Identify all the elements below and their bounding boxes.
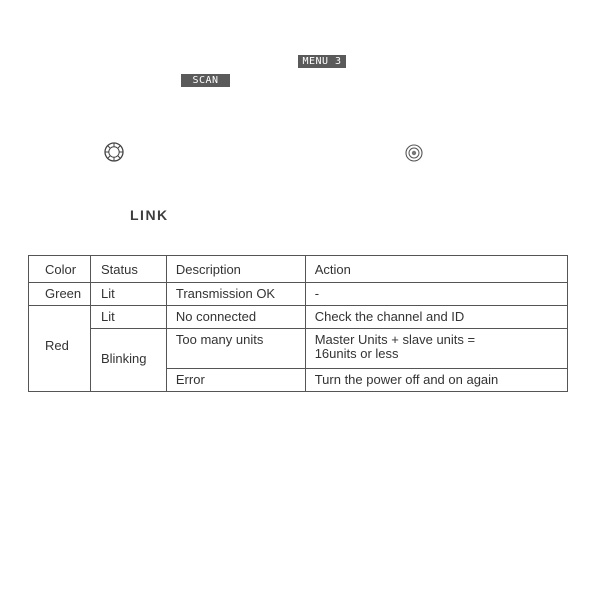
description-cell: Error	[166, 369, 305, 392]
description-cell: Too many units	[166, 329, 305, 369]
header-description: Description	[166, 256, 305, 283]
header-color: Color	[29, 256, 91, 283]
description-cell: Transmission OK	[166, 283, 305, 306]
link-label: LINK	[130, 207, 169, 223]
dial-icon	[104, 142, 124, 162]
table-header-row	[29, 256, 568, 283]
color-cell-green: Green	[29, 283, 91, 306]
knob-icon	[405, 144, 423, 162]
status-cell: Lit	[90, 306, 166, 329]
link-status-table	[28, 255, 568, 392]
header-status: Status	[90, 256, 166, 283]
action-line: 16units or less	[314, 346, 399, 361]
action-cell: -	[305, 283, 567, 306]
color-cell-red: Red	[29, 306, 91, 392]
menu-lcd-badge: MENU 3	[298, 55, 346, 68]
scan-lcd-badge: SCAN	[181, 74, 230, 87]
header-action: Action	[305, 256, 567, 283]
table-row	[29, 329, 568, 369]
action-cell	[305, 329, 567, 369]
status-cell: Lit	[90, 283, 166, 306]
description-cell: No connected	[166, 306, 305, 329]
action-cell: Turn the power off and on again	[305, 369, 567, 392]
status-cell: Blinking	[90, 329, 166, 392]
action-line: Master Units + slave units =	[314, 332, 476, 347]
table-row	[29, 306, 568, 329]
table-row	[29, 283, 568, 306]
action-cell: Check the channel and ID	[305, 306, 567, 329]
